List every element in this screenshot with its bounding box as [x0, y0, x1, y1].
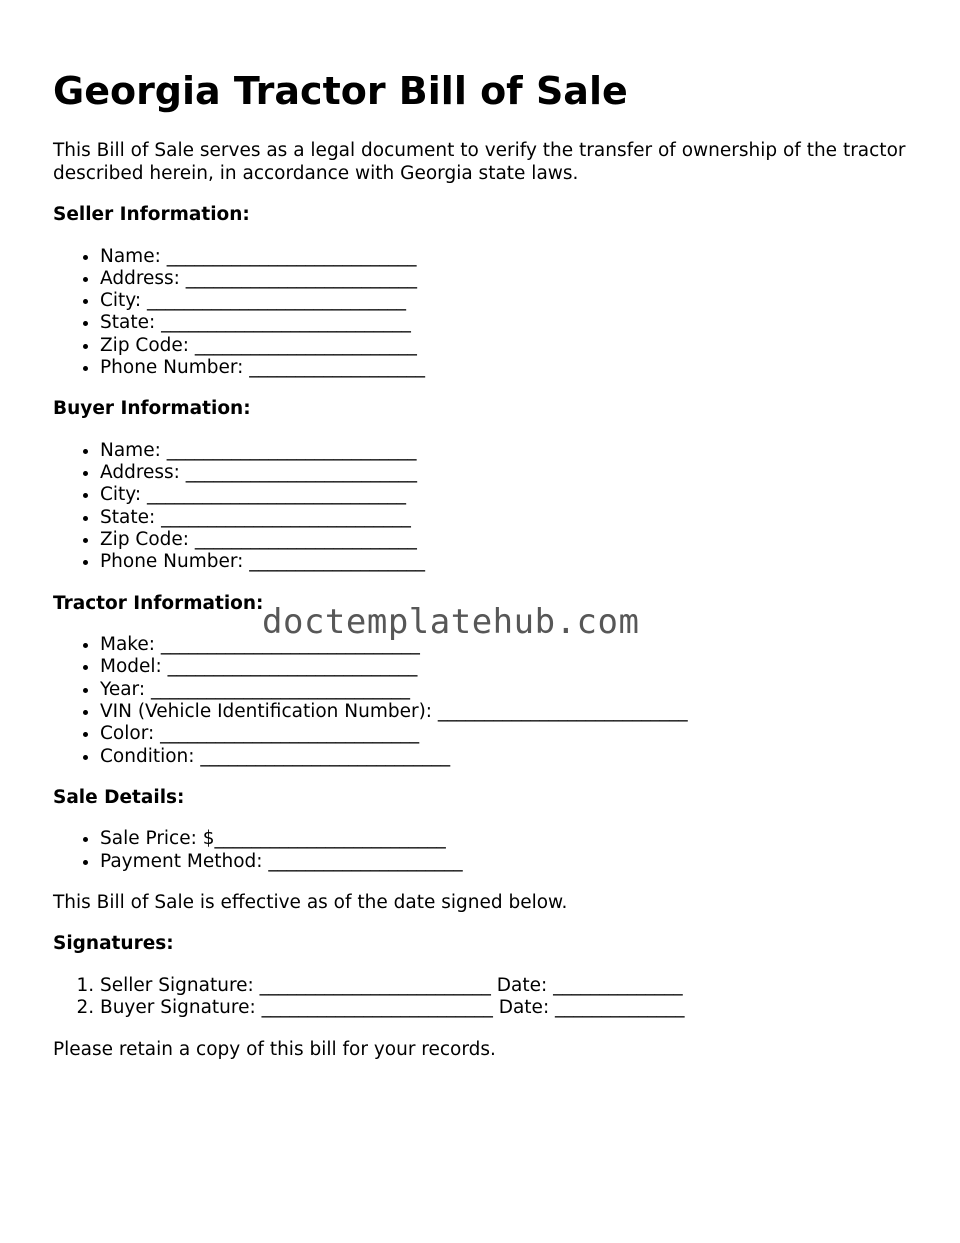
- buyer-name-field[interactable]: • Name: ___________________________: [100, 440, 913, 462]
- watermark: doctemplatehub.com: [262, 602, 640, 642]
- buyer-list: [53, 440, 913, 574]
- buyer-address-field[interactable]: • Address: _________________________: [100, 462, 913, 484]
- seller-city-field[interactable]: • City: ____________________________: [100, 290, 913, 312]
- closing-note: Please retain a copy of this bill for your records.: [53, 1038, 496, 1060]
- seller-phone-field[interactable]: • Phone Number: ___________________: [100, 357, 913, 379]
- sale-heading: Sale Details:: [53, 786, 185, 808]
- tractor-year-field[interactable]: • Year: ____________________________: [100, 679, 913, 701]
- sale-price-field[interactable]: • Sale Price: $_________________________: [100, 828, 913, 850]
- signatures-list: [53, 975, 913, 1020]
- seller-signature-field[interactable]: 1. Seller Signature: _________________________ Date: ______________: [100, 975, 913, 997]
- buyer-city-field[interactable]: • City: ____________________________: [100, 484, 913, 506]
- buyer-phone-field[interactable]: • Phone Number: ___________________: [100, 551, 913, 573]
- seller-state-field[interactable]: • State: ___________________________: [100, 312, 913, 334]
- seller-name-field[interactable]: • Name: ___________________________: [100, 246, 913, 268]
- seller-list: [53, 246, 913, 380]
- intro-paragraph: This Bill of Sale serves as a legal document to verify the transfer of ownership of the tractor described herein, in accordance with Georgia state laws.: [53, 140, 906, 184]
- buyer-signature-field[interactable]: 2. Buyer Signature: _________________________ Date: ______________: [100, 997, 913, 1019]
- seller-zip-field[interactable]: • Zip Code: ________________________: [100, 335, 913, 357]
- tractor-condition-field[interactable]: • Condition: ___________________________: [100, 746, 913, 768]
- document-title: Georgia Tractor Bill of Sale: [53, 69, 628, 113]
- tractor-vin-field[interactable]: • VIN (Vehicle Identification Number): ___________________________: [100, 701, 913, 723]
- seller-address-field[interactable]: • Address: _________________________: [100, 268, 913, 290]
- sale-list: [53, 828, 913, 873]
- seller-heading: Seller Information:: [53, 204, 250, 225]
- tractor-heading: Tractor Information:: [53, 592, 264, 614]
- tractor-make-field[interactable]: • Make: ____________________________: [100, 634, 913, 656]
- tractor-list: [53, 634, 913, 768]
- tractor-color-field[interactable]: • Color: ____________________________: [100, 723, 913, 745]
- tractor-model-field[interactable]: • Model: ___________________________: [100, 656, 913, 678]
- buyer-zip-field[interactable]: • Zip Code: ________________________: [100, 529, 913, 551]
- buyer-heading: Buyer Information:: [53, 398, 251, 420]
- document-page: [53, 0, 913, 1061]
- signatures-heading: Signatures:: [53, 933, 174, 955]
- buyer-state-field[interactable]: • State: ___________________________: [100, 507, 913, 529]
- payment-method-field[interactable]: • Payment Method: _____________________: [100, 851, 913, 873]
- effective-statement: This Bill of Sale is effective as of the date signed below.: [53, 891, 568, 913]
